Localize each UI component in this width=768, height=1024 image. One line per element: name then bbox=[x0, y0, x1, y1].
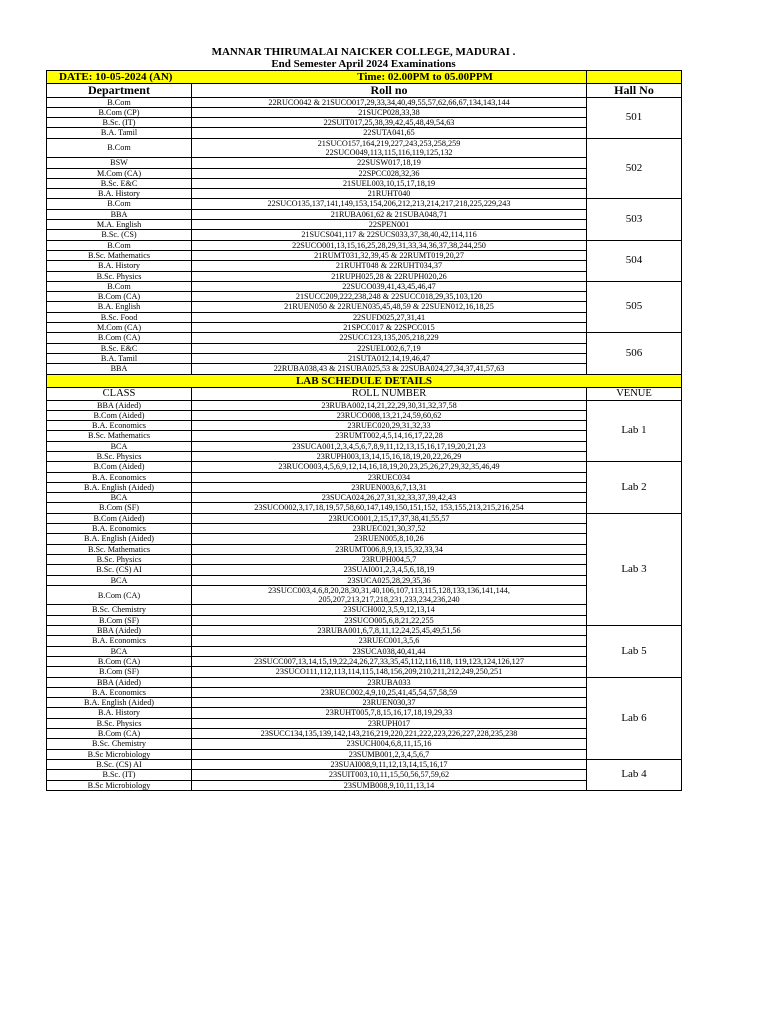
roll-numbers: 22SUCO135,137,141,149,153,154,206,212,213,214,217,218,225,229,243 bbox=[192, 199, 587, 209]
class-cell: B.Com (CA) bbox=[47, 656, 192, 666]
roll-numbers: 21RUPH025,28 & 22RUPH020,26 bbox=[192, 271, 587, 281]
class-cell: B.A. English (Aided) bbox=[47, 534, 192, 544]
class-cell: BCA bbox=[47, 575, 192, 585]
department-cell: M.Com (CA) bbox=[47, 323, 192, 333]
exam-header-row bbox=[47, 84, 682, 98]
lab-row bbox=[47, 749, 682, 759]
lab-row bbox=[47, 472, 682, 482]
department-cell: B.Sc. (IT) bbox=[47, 118, 192, 128]
class-cell: B.Sc Microbiology bbox=[47, 749, 192, 759]
roll-number-header: ROLL NUMBER bbox=[192, 387, 587, 400]
roll-numbers: 23RUEN003,6,7,13,31 bbox=[192, 482, 587, 492]
exam-row bbox=[47, 250, 682, 260]
exam-row bbox=[47, 312, 682, 322]
department-cell: B.Sc. E&C bbox=[47, 343, 192, 353]
class-header: CLASS bbox=[47, 387, 192, 400]
class-cell: B.A. Economics bbox=[47, 524, 192, 534]
roll-numbers: 23RUBA033 bbox=[192, 677, 587, 687]
exam-row bbox=[47, 364, 682, 374]
lab-row bbox=[47, 636, 682, 646]
lab-row bbox=[47, 544, 682, 554]
roll-numbers: 23SUCH002,3,5,9,12,13,14 bbox=[192, 605, 587, 615]
hall-number: 501 bbox=[587, 97, 682, 138]
lab-row bbox=[47, 615, 682, 625]
roll-numbers: 21RUBA061,62 & 21SUBA048,71 bbox=[192, 209, 587, 219]
roll-header: Roll no bbox=[192, 84, 587, 98]
roll-numbers: 23RUBA001,6,7,8,11,12,24,25,45,49,51,56 bbox=[192, 626, 587, 636]
department-cell: BBA bbox=[47, 209, 192, 219]
class-cell: BCA bbox=[47, 441, 192, 451]
roll-numbers: 23RUEC020,29,31,32,33 bbox=[192, 421, 587, 431]
roll-numbers: 22SUEL002,6,7,19 bbox=[192, 343, 587, 353]
exam-row bbox=[47, 199, 682, 209]
lab-row bbox=[47, 410, 682, 420]
college-name: MANNAR THIRUMALAI NAICKER COLLEGE, MADURAI . bbox=[211, 46, 516, 58]
lab-row bbox=[47, 513, 682, 523]
roll-numbers: 22RUCO042 & 21SUCO017,29,33,34,40,49,55,57,62,66,67,134,143,144 bbox=[192, 97, 587, 107]
class-cell: B.Com (Aided) bbox=[47, 410, 192, 420]
exam-row bbox=[47, 333, 682, 343]
roll-numbers: 22SPEN001 bbox=[192, 220, 587, 230]
roll-numbers: 21RUMT031,32,39,45 & 22RUMT019,20,27 bbox=[192, 250, 587, 260]
schedule-body bbox=[47, 71, 682, 791]
class-cell: B.A. English (Aided) bbox=[47, 482, 192, 492]
exam-row bbox=[47, 178, 682, 188]
roll-numbers: 23RUEC034 bbox=[192, 472, 587, 482]
roll-numbers: 23RUEN030,37 bbox=[192, 698, 587, 708]
class-cell: BCA bbox=[47, 646, 192, 656]
roll-numbers: 23SUCA025,28,29,35,36 bbox=[192, 575, 587, 585]
roll-numbers: 23RUEN005,8,10,26 bbox=[192, 534, 587, 544]
roll-numbers: 23RUCO008,13,21,24,59,60,62 bbox=[192, 410, 587, 420]
roll-numbers: 22SUCO039,41,43,45,46,47 bbox=[192, 281, 587, 291]
venue-name: Lab 3 bbox=[587, 513, 682, 625]
roll-numbers: 23SUCC007,13,14,15,19,22,24,26,27,33,35,45,112,116,118, 119,123,124,126,127 bbox=[192, 656, 587, 666]
roll-numbers: 23SUCA001,2,3,4,5,6,7,8,9,11,12,13,15,16,17,19,20,21,23 bbox=[192, 441, 587, 451]
roll-numbers: 23SUCO005,6,8,21,22,255 bbox=[192, 615, 587, 625]
roll-numbers: 21SUCS041,117 & 22SUCS033,37,38,40,42,114,116 bbox=[192, 230, 587, 240]
department-cell: B.Com bbox=[47, 138, 192, 158]
department-cell: B.Com bbox=[47, 199, 192, 209]
exam-row bbox=[47, 240, 682, 250]
class-cell: B.Sc. (CS) AI bbox=[47, 759, 192, 769]
roll-numbers: 21SPCC017 & 22SPCC015 bbox=[192, 323, 587, 333]
date-row-filler bbox=[587, 71, 682, 84]
lab-row bbox=[47, 503, 682, 513]
department-header: Department bbox=[47, 84, 192, 98]
roll-numbers: 22SUCO001,13,15,16,25,28,29,31,33,34,36,37,38,244,250 bbox=[192, 240, 587, 250]
roll-numbers: 23SUCH004,6,8,11,15,16 bbox=[192, 739, 587, 749]
exam-row bbox=[47, 302, 682, 312]
lab-title-row bbox=[47, 374, 682, 387]
class-cell: B.Com (SF) bbox=[47, 503, 192, 513]
class-cell: B.Com (Aided) bbox=[47, 462, 192, 472]
exam-row bbox=[47, 292, 682, 302]
department-cell: B.Com bbox=[47, 240, 192, 250]
department-cell: B.Sc. Food bbox=[47, 312, 192, 322]
roll-numbers: 23RUMT002,4,5,14,16,17,22,28 bbox=[192, 431, 587, 441]
roll-numbers: 22SUIT017,25,38,39,42,45,48,49,54,63 bbox=[192, 118, 587, 128]
exam-row bbox=[47, 209, 682, 219]
class-cell: B.Sc. Chemistry bbox=[47, 605, 192, 615]
roll-numbers: 23SUMB001,2,3,4,5,6,7 bbox=[192, 749, 587, 759]
lab-row bbox=[47, 400, 682, 410]
department-cell: B.Com (CP) bbox=[47, 107, 192, 117]
roll-numbers: 23SUMB008,9,10,11,13,14 bbox=[192, 780, 587, 790]
venue-name: Lab 6 bbox=[587, 677, 682, 759]
lab-row bbox=[47, 554, 682, 564]
lab-row bbox=[47, 575, 682, 585]
lab-row bbox=[47, 687, 682, 697]
class-cell: B.Sc. Chemistry bbox=[47, 739, 192, 749]
roll-numbers: 23RUCO003,4,5,6,9,12,14,16,18,19,20,23,25,26,27,29,32,35,46,49 bbox=[192, 462, 587, 472]
class-cell: B.Com (CA) bbox=[47, 585, 192, 605]
class-cell: BBA (Aided) bbox=[47, 677, 192, 687]
hall-number: 503 bbox=[587, 199, 682, 240]
roll-numbers: 22RUBA038,43 & 21SUBA025,53 & 22SUBA024,27,34,37,41,57,63 bbox=[192, 364, 587, 374]
class-cell: BBA (Aided) bbox=[47, 626, 192, 636]
roll-numbers: 23SUCA038,40,41,44 bbox=[192, 646, 587, 656]
exam-date: DATE: 10-05-2024 (AN) bbox=[59, 71, 173, 83]
lab-row bbox=[47, 626, 682, 636]
exam-row bbox=[47, 343, 682, 353]
venue-name: Lab 2 bbox=[587, 462, 682, 513]
roll-numbers: 22SUSW017,18,19 bbox=[192, 158, 587, 168]
department-cell: B.Com bbox=[47, 97, 192, 107]
lab-row bbox=[47, 565, 682, 575]
exam-row bbox=[47, 97, 682, 107]
lab-row bbox=[47, 421, 682, 431]
class-cell: B.Sc Microbiology bbox=[47, 780, 192, 790]
roll-numbers: 23RUMT006,8,9,13,15,32,33,34 bbox=[192, 544, 587, 554]
department-cell: B.A. History bbox=[47, 189, 192, 199]
exam-row bbox=[47, 220, 682, 230]
exam-row bbox=[47, 261, 682, 271]
department-cell: B.Com (CA) bbox=[47, 292, 192, 302]
exam-row bbox=[47, 107, 682, 117]
venue-name: Lab 4 bbox=[587, 759, 682, 790]
class-cell: BCA bbox=[47, 493, 192, 503]
hall-number: 506 bbox=[587, 333, 682, 374]
lab-row bbox=[47, 431, 682, 441]
roll-numbers: 23RUEC002,4,9,10,25,41,45,54,57,58,59 bbox=[192, 687, 587, 697]
lab-row bbox=[47, 605, 682, 615]
class-cell: B.A. Economics bbox=[47, 687, 192, 697]
roll-numbers: 22SUCC123,135,205,218,229 bbox=[192, 333, 587, 343]
venue-name: Lab 1 bbox=[587, 400, 682, 462]
class-cell: B.Com (SF) bbox=[47, 615, 192, 625]
roll-numbers: 23SUIT003,10,11,15,50,56,57,59,62 bbox=[192, 770, 587, 780]
roll-numbers: 21SUCO157,164,219,227,243,253,258,259 22SUCO049,113,115,116,119,125,132 bbox=[192, 138, 587, 158]
exam-row bbox=[47, 138, 682, 158]
roll-numbers: 23SUCO111,112,113,114,115,148,156,209,210,211,212,249,250,251 bbox=[192, 667, 587, 677]
lab-row bbox=[47, 493, 682, 503]
date-time-row bbox=[47, 71, 682, 84]
roll-numbers: 23SUCA024,26,27,31,32,33,37,39,42,43 bbox=[192, 493, 587, 503]
department-cell: B.Com (CA) bbox=[47, 333, 192, 343]
class-cell: B.Sc. Mathematics bbox=[47, 544, 192, 554]
roll-numbers: 23RUEC001,3,5,6 bbox=[192, 636, 587, 646]
lab-row bbox=[47, 718, 682, 728]
department-cell: B.Sc. (CS) bbox=[47, 230, 192, 240]
department-cell: M.Com (CA) bbox=[47, 168, 192, 178]
lab-row bbox=[47, 780, 682, 790]
lab-row bbox=[47, 482, 682, 492]
department-cell: B.A. Tamil bbox=[47, 353, 192, 363]
lab-row bbox=[47, 729, 682, 739]
roll-numbers: 23RUPH004,5,7 bbox=[192, 554, 587, 564]
class-cell: B.A. Economics bbox=[47, 636, 192, 646]
roll-numbers: 21SUCC209,222,238,248 & 22SUCC018,29,35,103,120 bbox=[192, 292, 587, 302]
lab-row bbox=[47, 534, 682, 544]
class-cell: B.Sc. Physics bbox=[47, 718, 192, 728]
exam-row bbox=[47, 353, 682, 363]
class-cell: B.Com (Aided) bbox=[47, 513, 192, 523]
class-cell: B.Sc. Physics bbox=[47, 554, 192, 564]
hall-header: Hall No bbox=[587, 84, 682, 98]
roll-numbers: 23RUPH003,13,14,15,16,18,19,20,22,26,29 bbox=[192, 452, 587, 462]
department-cell: B.A. English bbox=[47, 302, 192, 312]
lab-row bbox=[47, 585, 682, 605]
lab-row bbox=[47, 524, 682, 534]
lab-row bbox=[47, 646, 682, 656]
class-cell: BBA (Aided) bbox=[47, 400, 192, 410]
lab-header-row bbox=[47, 387, 682, 400]
class-cell: B.A. Economics bbox=[47, 421, 192, 431]
department-cell: B.Sc. Mathematics bbox=[47, 250, 192, 260]
class-cell: B.Sc. Mathematics bbox=[47, 431, 192, 441]
class-cell: B.Sc. (CS) AI bbox=[47, 565, 192, 575]
roll-numbers: 22SUFD025,27,31,41 bbox=[192, 312, 587, 322]
department-cell: B.Sc. E&C bbox=[47, 178, 192, 188]
department-cell: B.Com bbox=[47, 281, 192, 291]
lab-row bbox=[47, 698, 682, 708]
exam-row bbox=[47, 271, 682, 281]
exam-row bbox=[47, 158, 682, 168]
department-cell: B.A. History bbox=[47, 261, 192, 271]
lab-row bbox=[47, 667, 682, 677]
department-cell: M.A. English bbox=[47, 220, 192, 230]
roll-numbers: 21RUHT040 bbox=[192, 189, 587, 199]
hall-number: 504 bbox=[587, 240, 682, 281]
exam-row bbox=[47, 281, 682, 291]
lab-row bbox=[47, 452, 682, 462]
roll-numbers: 21SUCP028,33,38 bbox=[192, 107, 587, 117]
roll-numbers: 21SUTA012,14,19,46,47 bbox=[192, 353, 587, 363]
exam-time: Time: 02.00PM to 05.00PPM bbox=[357, 71, 493, 83]
roll-numbers: 23SUAI008,9,11,12,13,14,15,16,17 bbox=[192, 759, 587, 769]
class-cell: B.A. English (Aided) bbox=[47, 698, 192, 708]
exam-row bbox=[47, 118, 682, 128]
class-cell: B.Com (CA) bbox=[47, 729, 192, 739]
class-cell: B.Com (SF) bbox=[47, 667, 192, 677]
roll-numbers: 23RUEC021,30,37,52 bbox=[192, 524, 587, 534]
lab-row bbox=[47, 656, 682, 666]
exam-schedule-page bbox=[46, 46, 681, 791]
department-cell: BBA bbox=[47, 364, 192, 374]
exam-row bbox=[47, 230, 682, 240]
class-cell: B.Sc. Physics bbox=[47, 452, 192, 462]
class-cell: B.Sc. (IT) bbox=[47, 770, 192, 780]
roll-numbers: 23RUPH017 bbox=[192, 718, 587, 728]
department-cell: B.Sc. Physics bbox=[47, 271, 192, 281]
lab-row bbox=[47, 770, 682, 780]
lab-row bbox=[47, 759, 682, 769]
roll-numbers: 23SUCC003,4,6,8,20,28,30,31,40,106,107,113,115,128,133,136,141,144, 205,207,213,217,218,231,233,234,236,240 bbox=[192, 585, 587, 605]
venue-header: VENUE bbox=[587, 387, 682, 400]
roll-numbers: 23RUCO001,2,15,17,37,38,41,55,57 bbox=[192, 513, 587, 523]
roll-numbers: 21RUHT048 & 22RUHT034,37 bbox=[192, 261, 587, 271]
exam-row bbox=[47, 189, 682, 199]
lab-row bbox=[47, 462, 682, 472]
lab-row bbox=[47, 708, 682, 718]
exam-row bbox=[47, 323, 682, 333]
department-cell: BSW bbox=[47, 158, 192, 168]
class-cell: B.A. History bbox=[47, 708, 192, 718]
lab-row bbox=[47, 739, 682, 749]
roll-numbers: 23SUCO002,3,17,18,19,57,58,60,147,149,150,151,152, 153,155,213,215,216,254 bbox=[192, 503, 587, 513]
schedule-table bbox=[46, 70, 682, 791]
roll-numbers: 23SUCC134,135,139,142,143,216,219,220,221,222,223,226,227,228,235,238 bbox=[192, 729, 587, 739]
lab-row bbox=[47, 441, 682, 451]
roll-numbers: 23RUBA002,14,21,22,29,30,31,32,37,58 bbox=[192, 400, 587, 410]
roll-numbers: 23RUHT005,7,8,15,16,17,18,19,29,33 bbox=[192, 708, 587, 718]
exam-title: End Semester April 2024 Examinations bbox=[271, 58, 456, 70]
exam-row bbox=[47, 128, 682, 138]
class-cell: B.A. Economics bbox=[47, 472, 192, 482]
department-cell: B.A. Tamil bbox=[47, 128, 192, 138]
exam-row bbox=[47, 168, 682, 178]
hall-number: 502 bbox=[587, 138, 682, 199]
roll-numbers: 22SPCC028,32,36 bbox=[192, 168, 587, 178]
lab-row bbox=[47, 677, 682, 687]
roll-numbers: 22SUTA041,65 bbox=[192, 128, 587, 138]
roll-numbers: 21SUEL003,10,15,17,18,19 bbox=[192, 178, 587, 188]
roll-numbers: 23SUAI001,2,3,4,5,6,18,19 bbox=[192, 565, 587, 575]
hall-number: 505 bbox=[587, 281, 682, 332]
lab-schedule-title: LAB SCHEDULE DETAILS bbox=[47, 374, 682, 387]
roll-numbers: 21RUEN050 & 22RUEN035,45,48,59 & 22SUEN012,16,18,25 bbox=[192, 302, 587, 312]
venue-name: Lab 5 bbox=[587, 626, 682, 677]
